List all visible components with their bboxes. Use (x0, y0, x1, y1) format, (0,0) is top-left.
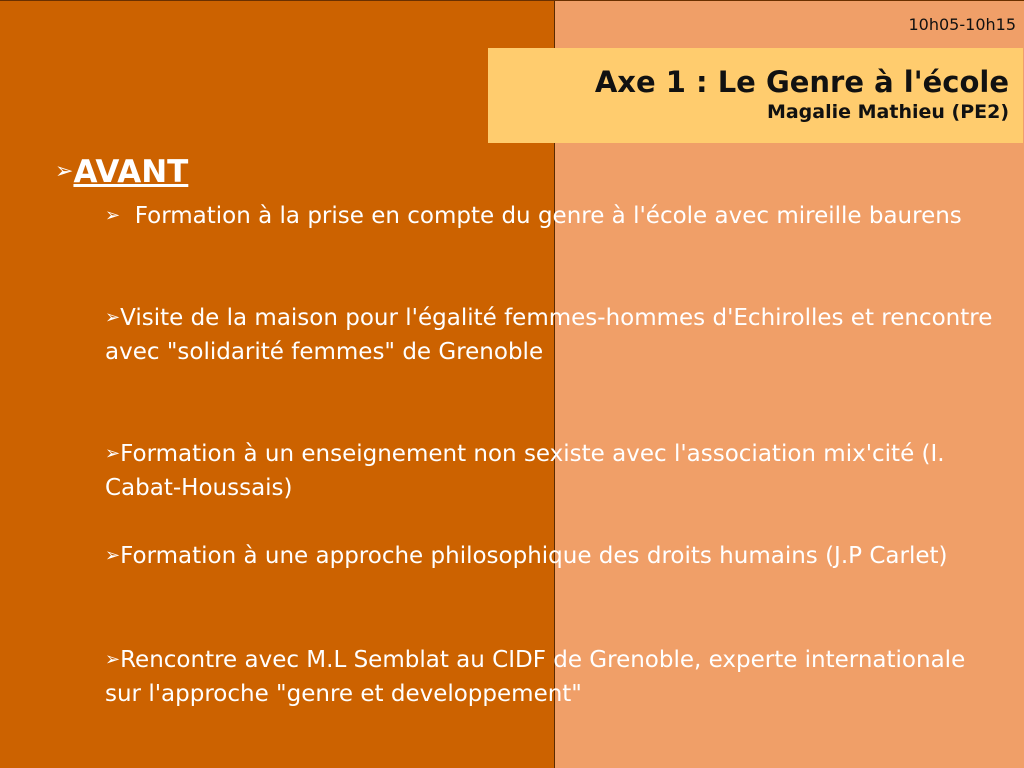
list-item-text: Formation à un enseignement non sexiste avec l'association mix'cité (I. Cabat-Houssais) (105, 441, 945, 501)
arrow-bullet-icon: ➢ (105, 307, 121, 328)
list-item-text: Formation à la prise en compte du genre à l'école avec mireille baurens (134, 203, 962, 229)
list-item (105, 437, 1005, 505)
list-item-text: Formation à une approche philosophique des droits humains (J.P Carlet) (120, 543, 948, 569)
list-item (105, 199, 1005, 233)
section-heading-text: AVANT (73, 154, 189, 190)
section-heading (55, 152, 188, 192)
arrow-bullet-icon: ➢ (105, 205, 121, 226)
list-item-text: Visite de la maison pour l'égalité femmes-hommes d'Echirolles et rencontre avec "solidarité femmes" de Grenoble (105, 305, 993, 365)
list-item-text: Rencontre avec M.L Semblat au CIDF de Grenoble, experte internationale sur l'approche "genre et developpement" (105, 647, 966, 707)
time-label: 10h05-10h15 (908, 15, 1016, 34)
arrow-bullet-icon: ➢ (105, 443, 121, 464)
list-item (105, 643, 1005, 711)
arrow-bullet-icon: ➢ (105, 649, 121, 670)
slide-subtitle: Magalie Mathieu (PE2) (766, 101, 1009, 123)
arrow-bullet-icon: ➢ (55, 159, 74, 184)
slide-title: Axe 1 : Le Genre à l'école (594, 65, 1009, 99)
list-item (105, 301, 1005, 369)
arrow-bullet-icon: ➢ (105, 545, 121, 566)
list-item (105, 539, 1005, 573)
